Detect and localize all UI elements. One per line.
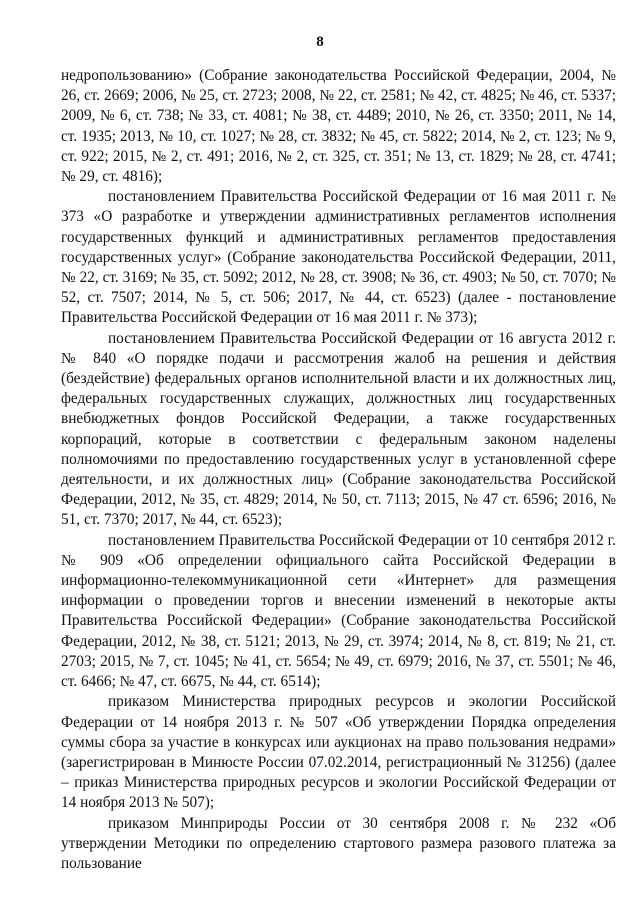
document-body (61, 66, 616, 874)
paragraph-6: приказом Минприроды России от 30 сентября 2008 г. № 232 «Об утверждении Методики по определению стартового размера разового платежа за пользование (61, 814, 616, 872)
paragraph-5: приказом Министерства природных ресурсов и экологии Российской Федерации от 14 ноября 2013 г. № 507 «Об утверждении Порядка определения суммы сбора за участие в конкурсах или аукционах на право пользования недрами» (зарегистрирован в Минюсте России 07.02.2014, регистрационный № 31256) (далее – приказ Министерства природных ресурсов и экологии Российской Федерации от 14 ноября 2013 № 507); (61, 693, 616, 812)
paragraph-3: постановлением Правительства Российской Федерации от 16 августа 2012 г. № 840 «О порядке подачи и рассмотрения жалоб на решения и действия (бездействие) федеральных органов исполнительной власти и их должностных лиц, федеральных государственных служащих, должностных лиц государственных внебюджетных фондов Российской Федерации, а также государственных корпораций, которые в соответствии с федеральным законом наделены полномочиями по предоставлению государственных услуг в установленной сфере деятельности, и их должностных лиц» (Собрание законодательства Российской Федерации, 2012, № 35, ст. 4829; 2014, № 50, ст. 7113; 2015, № 47 ст. 6596; 2016, № 51, ст. 7370; 2017, № 44, ст. 6523); (61, 329, 616, 529)
paragraph-4: постановлением Правительства Российской Федерации от 10 сентября 2012 г. № 909 «Об определении официального сайта Российской Федерации в информационно-телекоммуникационной сети «Интернет» для размещения информации о проведении торгов и внесении изменений в некоторые акты Правительства Российской Федерации» (Собрание законодательства Российской Федерации, 2012, № 38, ст. 5121; 2013, № 29, ст. 3974; 2014, № 8, ст. 819; № 21, ст. 2703; 2015, № 7, ст. 1045; № 41, ст. 5654; № 49, ст. 6979; 2016, № 37, ст. 5501; № 46, ст. 6466; № 47, ст. 6675, № 44, ст. 6514); (61, 531, 616, 691)
page-number: 8 (316, 34, 324, 50)
paragraph-1: недропользованию» (Собрание законодательства Российской Федерации, 2004, № 26, ст. 2669; 2006, № 25, ст. 2723; 2008, № 22, ст. 2581; № 42, ст. 4825; № 46, ст. 5337; 2009, № 6, ст. 738; № 33, ст. 4081; № 38, ст. 4489; 2010, № 26, ст. 3350; 2011, № 14, ст. 1935; 2013, № 10, ст. 1027; № 28, ст. 3832; № 45, ст. 5822; 2014, № 2, ст. 123; № 9, ст. 922; 2015, № 2, ст. 491; 2016, № 2, ст. 325, ст. 351; № 13, ст. 1829; № 28, ст. 4741; № 29, ст. 4816); (61, 67, 616, 186)
paragraph-2: постановлением Правительства Российской Федерации от 16 мая 2011 г. № 373 «О разработке и утверждении административных регламентов исполнения государственных функций и административных регламентов предоставления государственных услуг» (Собрание законодательства Российской Федерации, 2011, № 22, ст. 3169; № 35, ст. 5092; 2012, № 28, ст. 3908; № 36, ст. 4903; № 50, ст. 7070; № 52, ст. 7507; 2014, № 5, ст. 506; 2017, № 44, ст. 6523) (далее - постановление Правительства Российской Федерации от 16 мая 2011 г. № 373); (61, 188, 616, 327)
